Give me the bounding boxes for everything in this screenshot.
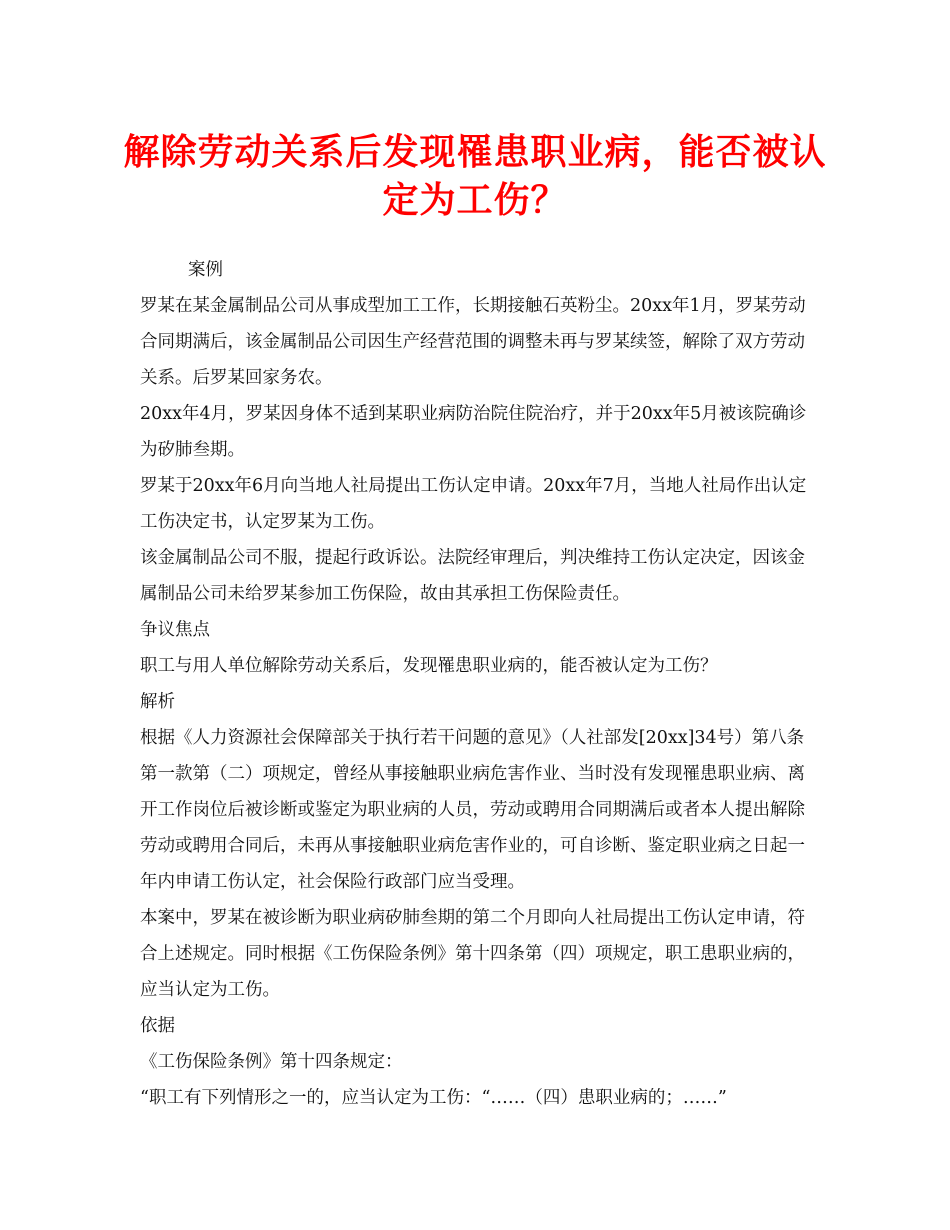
paragraph: “职工有下列情形之一的，应当认定为工伤：“……（四）患职业病的；……” (140, 1088, 727, 1108)
paragraph: 20xx年4月，罗某因身体不适到某职业病防治院住院治疗，并于20xx年5月被该院确诊为矽肺叁期。 (140, 404, 807, 460)
document-body (140, 252, 815, 1116)
document-title: 解除劳动关系后发现罹患职业病，能否被认定为工伤？ (123, 131, 827, 221)
section-heading-basis: 依据 (140, 1016, 175, 1036)
paragraph: 根据《人力资源社会保障部关于执行若干问题的意见》（人社部发[20xx]34号）第八条第一款第（二）项规定，曾经从事接触职业病危害作业、当时没有发现罹患职业病、离开工作岗位后被诊断或鉴定为职业病的人员，劳动或聘用合同期满后或者本人提出解除劳动或聘用合同后，未再从事接触职业病危害作业的，可自诊断、鉴定职业病之日起一年内申请工伤认定，社会保险行政部门应当受理。 (140, 728, 805, 892)
paragraph: 本案中，罗某在被诊断为职业病矽肺叁期的第二个月即向人社局提出工伤认定申请，符合上述规定。同时根据《工伤保险条例》第十四条第（四）项规定，职工患职业病的，应当认定为工伤。 (140, 908, 805, 1000)
section-heading-case: 案例 (188, 260, 223, 280)
paragraph: 罗某于20xx年6月向当地人社局提出工伤认定申请。20xx年7月，当地人社局作出认定工伤决定书，认定罗某为工伤。 (140, 476, 807, 532)
paragraph: 该金属制品公司不服，提起行政诉讼。法院经审理后，判决维持工伤认定决定，因该金属制品公司未给罗某参加工伤保险，故由其承担工伤保险责任。 (140, 548, 805, 604)
paragraph: 《工伤保险条例》第十四条规定： (140, 1052, 403, 1072)
paragraph: 罗某在某金属制品公司从事成型加工工作，长期接触石英粉尘。20xx年1月，罗某劳动合同期满后，该金属制品公司因生产经营范围的调整未再与罗某续签，解除了双方劳动关系。后罗某回家务农。 (140, 296, 806, 388)
section-heading-analysis: 解析 (140, 692, 175, 712)
paragraph: 职工与用人单位解除劳动关系后，发现罹患职业病的，能否被认定为工伤？ (140, 656, 718, 676)
section-heading-dispute: 争议焦点 (140, 620, 210, 640)
